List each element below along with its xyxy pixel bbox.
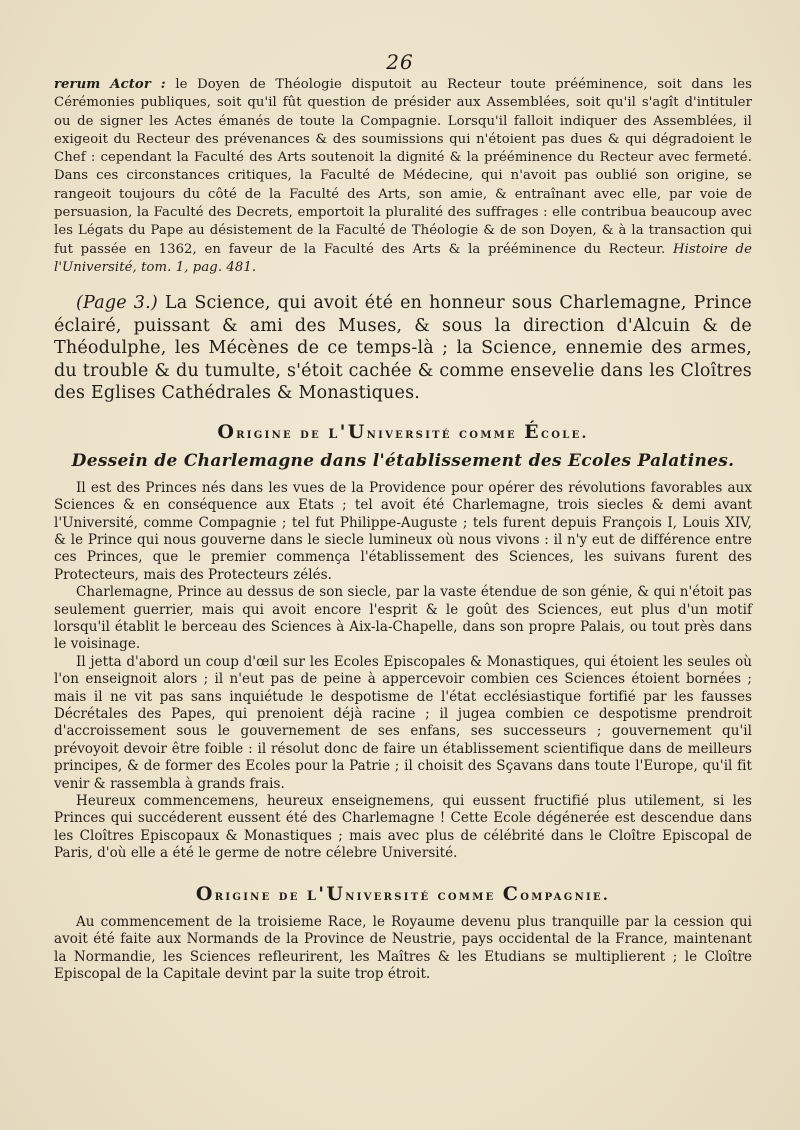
body-paragraph: Il jetta d'abord un coup d'œil sur les Ecoles Episcopales & Monastiques, qui étoient les seules où l'on enseignoit alors ; il n'eut pas de peine à appercevoir combien ces Sciences étoient bornées ; mais il ne vit pas sans inquiétude le despotisme de l'état ecclésiastique fortifié par les fausses Décrétales des Papes, qui prenoient déjà racine ; il jugea combien ce despotisme prendroit d'accroissement sous le gouvernement de ses enfans, ses successeurs ; gouvernement qu'il prévoyoit devoir être foible : il résolut donc de faire un établissement scientifique dans de meilleurs principes, & de former des Ecoles pour la Patrie ; il choisit des Sçavans dans toute l'Europe, qu'il fit venir & rassembla à grands frais. — [54, 653, 752, 792]
footnote-citation: Histoire de l'Université, tom. 1, pag. 481. — [54, 241, 753, 275]
quote-text: La Science, qui avoit été en honneur sous Charlemagne, Prince éclairé, puissant & ami des Muses, & sous la direction d'Alcuin & de Théodulphe, les Mécènes de ce temps-là ; la Science, ennemie des armes, du trouble & du tumulte, s'étoit cachée & comme ensevelie dans les Cloîtres des Eglises Cathédrales & Monastiques. — [54, 293, 752, 404]
section-heading-ecole: Origine de l'Université comme École. — [217, 420, 589, 443]
quoted-passage — [54, 292, 752, 405]
body-paragraph: Au commencement de la troisieme Race, le Royaume devenu plus tranquille par la cession qui avoit été faite aux Normands de la Province de Neustrie, pays occidental de la France, maintenant la Normandie, les Sciences refleurirent, les Maîtres & les Etudians se multiplierent ; le Cloître Episcopal de la Capitale devint par la suite trop étroit. — [54, 913, 752, 982]
section-subheading: Dessein de Charlemagne dans l'établissement des Ecoles Palatines. — [71, 450, 735, 471]
section-heading-compagnie: Origine de l'Université comme Compagnie. — [195, 882, 611, 905]
page-content — [54, 76, 752, 983]
footnote-text: le Doyen de Théologie disputoit au Recteur toute prééminence, soit dans les Cérémonies publiques, soit qu'il fût question de présider aux Assemblées, soit qu'il s'agît d'intituler ou de signer les Actes émanés de toute la Compagnie. Lorsqu'il falloit indiquer des Assemblées, il exigeoit du Recteur des prévenances & des soumissions qui n'étoient pas dues & qui dégradoient le Chef : cependant la Faculté des Arts soutenoit la dignité & la prééminence du Recteur avec fermeté. Dans ces circonstances critiques, la Faculté de Médecine, qui n'avoit pas oublié son origine, se rangeoit toujours du côté de la Faculté des Arts, son amie, & entraînant avec elle, par voie de persuasion, la Faculté des Decrets, emportoit la pluralité des suffrages : elle contribua beaucoup avec les Légats du Pape au désistement de la Faculté de Théologie & de son Doyen, & à la transaction qui fut passée en 1362, en faveur de la Faculté des Arts & la prééminence du Recteur. — [54, 77, 753, 257]
body-paragraph: Heureux commencemens, heureux enseignemens, qui eussent fructifié plus utilement, si les Princes qui succéderent eussent été des Charlemagne ! Cette Ecole dégénerée est descendue dans les Cloîtres Episcopaux & Monastiques ; mais avec plus de célébrité dans le Cloître Episcopal de Paris, d'où elle a été le germe de notre célebre Université. — [54, 793, 752, 862]
body-paragraph: Charlemagne, Prince au dessus de son siecle, par la vaste étendue de son génie, & qui n'étoit pas seulement guerrier, mais qui avoit encore l'esprit & le goût des Sciences, eut plus d'un motif lorsqu'il établit le berceau des Sciences à Aix-la-Chapelle, dans son propre Palais, ou tout près dans le voisinage. — [54, 584, 752, 653]
page-number: 26 — [386, 50, 414, 74]
footnote-paragraph — [54, 76, 752, 277]
quote-page-ref: (Page 3.) — [76, 293, 158, 314]
body-paragraph: Il est des Princes nés dans les vues de la Providence pour opérer des révolutions favorables aux Sciences & en conséquence aux Etats ; tel avoit été Charlemagne, trois siecles & demi avant l'Université, comme Compagnie ; tel fut Philippe-Auguste ; tels furent depuis François I, Louis XIV, & le Prince qui nous gouverne dans le siecle lumineux où nous vivons : il n'y eut de différence entre ces Princes, que le premier commença l'établissement des Sciences, les suivans furent des Protecteurs, mais des Protecteurs zélés. — [54, 479, 752, 583]
footnote-lead: rerum Actor : — [54, 77, 166, 92]
